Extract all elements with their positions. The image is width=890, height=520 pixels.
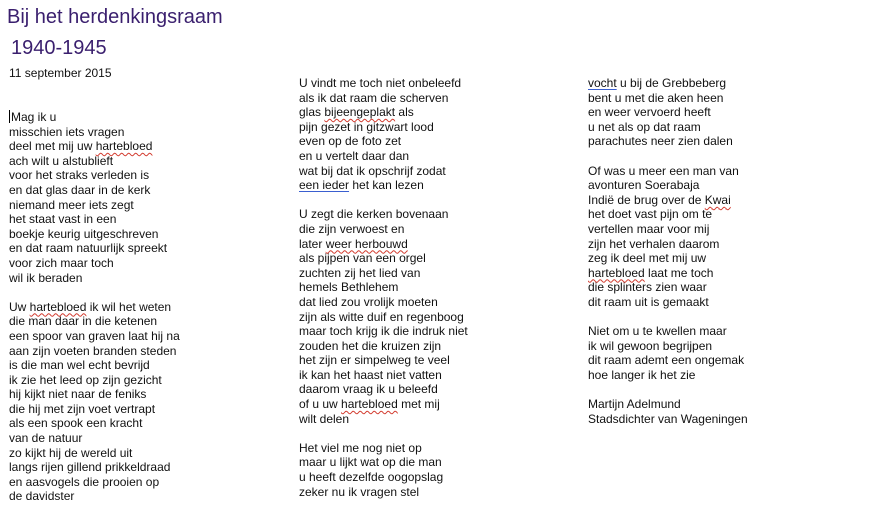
poem-line[interactable] (9, 241, 180, 256)
poem-line[interactable] (588, 412, 748, 427)
poem-line[interactable] (588, 266, 748, 281)
poem-line[interactable] (588, 120, 748, 135)
line-text: ik zie het leed op zijn gezicht (9, 372, 162, 387)
line-text: dit raam uit is gemaakt (588, 294, 709, 309)
poem-line[interactable] (299, 485, 468, 500)
poem-column-1 (9, 110, 180, 504)
line-text: Uw (9, 299, 30, 314)
poem-stanza (588, 397, 748, 426)
line-text: de davidster (9, 489, 75, 504)
poem-line[interactable] (299, 207, 468, 222)
line-text: dit raam ademt een ongemak (588, 353, 745, 368)
poem-line[interactable] (299, 120, 468, 135)
poem-stanza (588, 324, 748, 382)
line-text: met mij (397, 397, 440, 412)
line-text: zijn het verhalen daarom (588, 236, 720, 251)
line-text: het zijn er simpelweg te veel (299, 353, 450, 368)
poem-line[interactable] (9, 402, 180, 417)
line-text: u heeft dezelfde oogopslag (299, 470, 444, 485)
poem-line[interactable] (588, 193, 748, 208)
line-text: ik kan het haast niet vatten (299, 367, 442, 382)
poem-line[interactable] (299, 339, 468, 354)
poem-line[interactable] (299, 295, 468, 310)
line-text: en aasvogels die prooien op (9, 474, 160, 489)
poem-line[interactable] (299, 266, 468, 281)
poem-line[interactable] (9, 168, 180, 183)
poem-column-3 (588, 76, 748, 426)
line-text: Indië de brug over de (588, 192, 705, 207)
spellcheck-flagged-word: Kwai (704, 192, 731, 207)
poem-line[interactable] (299, 91, 468, 106)
poem-line[interactable] (299, 470, 468, 485)
poem-line[interactable] (9, 227, 180, 242)
poem-line[interactable] (9, 271, 180, 286)
poem-line[interactable] (299, 324, 468, 339)
poem-line[interactable] (9, 125, 180, 140)
poem-line[interactable] (299, 164, 468, 179)
poem-line[interactable] (299, 280, 468, 295)
poem-line[interactable] (9, 110, 180, 125)
line-text: zeker nu ik vragen stel (299, 484, 420, 499)
spellcheck-flagged-word: weer herbouwd (325, 236, 408, 251)
spellcheck-flagged-word: hartebloed (341, 397, 398, 412)
spellcheck-flagged-word: hartebloed (95, 139, 153, 154)
poem-line[interactable] (588, 295, 748, 310)
line-text: en u vertelt daar dan (299, 148, 410, 163)
grammar-flagged-word: vocht (588, 76, 617, 90)
poem-line[interactable] (9, 344, 180, 359)
text-cursor (9, 110, 10, 123)
document-title: Bij het herdenkingsraam (7, 6, 223, 28)
poem-line[interactable] (588, 280, 748, 295)
poem-stanza (299, 441, 468, 499)
line-text: glas (299, 105, 325, 120)
line-text: u bij de Grebbeberg (616, 76, 727, 90)
poem-line[interactable] (299, 310, 468, 325)
spellcheck-flagged-word: hartebloed (588, 265, 645, 280)
poem-line[interactable] (9, 300, 180, 315)
poem-line[interactable] (588, 222, 748, 237)
poem-line[interactable] (9, 198, 180, 213)
line-text: als een spook een kracht (9, 416, 143, 431)
poem-stanza (9, 300, 180, 504)
line-text: zijn als witte duif en regenboog (299, 309, 464, 324)
line-text: maar u lijkt wat op die man (299, 455, 442, 470)
poem-line[interactable] (299, 441, 468, 456)
line-text: wat bij dat ik opschrijf zodat (299, 163, 446, 178)
poem-line[interactable] (588, 397, 748, 412)
spellcheck-flagged-word: hartebloed (29, 299, 87, 314)
poem-line[interactable] (9, 431, 180, 446)
poem-line[interactable] (9, 212, 180, 227)
poem-line[interactable] (588, 164, 748, 179)
poem-line[interactable] (588, 207, 748, 222)
poem-line[interactable] (299, 382, 468, 397)
poem-line[interactable] (9, 475, 180, 490)
line-text: Niet om u te kwellen maar (588, 324, 727, 339)
poem-column-2 (299, 76, 468, 499)
line-text: het doet vast pijn om te (588, 207, 713, 222)
line-text: even op de foto zet (299, 134, 402, 149)
line-text: zo kijkt hij de wereld uit (9, 445, 133, 460)
poem-line[interactable] (588, 91, 748, 106)
line-text: zuchten zij het lied van (299, 265, 421, 280)
line-text: het kan lezen (349, 178, 424, 193)
line-text: zouden het die kruizen zijn (299, 338, 442, 353)
line-text: als pijpen van een orgel (299, 251, 426, 266)
line-text: deel met mij uw (9, 139, 96, 154)
poem-line[interactable] (9, 489, 180, 504)
line-text: avonturen Soerabaja (588, 178, 700, 193)
line-text: pijn gezet in gitzwart lood (299, 119, 434, 134)
poem-line[interactable] (299, 149, 468, 164)
line-text: parachutes neer zien dalen (588, 134, 733, 149)
poem-line[interactable] (299, 455, 468, 470)
line-text: wilt delen (299, 411, 350, 426)
poem-line[interactable] (9, 329, 180, 344)
line-text: ik wil het weten (86, 299, 172, 314)
poem-line[interactable] (299, 76, 468, 91)
line-text: Het viel me nog niet op (299, 440, 422, 455)
poem-stanza (299, 207, 468, 426)
line-text: wil ik beraden (9, 270, 83, 285)
poem-stanza (9, 110, 180, 285)
document-date: 11 september 2015 (9, 66, 112, 80)
line-text: die splinters zien waar (588, 280, 707, 295)
line-text: Mag ik u (11, 110, 57, 124)
poem-line[interactable] (9, 256, 180, 271)
line-text: bent u met die aken heen (588, 90, 724, 105)
poem-line[interactable] (588, 353, 748, 368)
line-text: en dat glas daar in de kerk (9, 182, 151, 197)
poem-line[interactable] (9, 460, 180, 475)
poem-stanza (588, 164, 748, 310)
poem-line[interactable] (9, 154, 180, 169)
line-text: en dat raam natuurlijk spreekt (9, 241, 168, 256)
poem-line[interactable] (9, 358, 180, 373)
line-text: hemels Bethlehem (299, 280, 399, 295)
poem-line[interactable] (9, 139, 180, 154)
poem-line[interactable] (299, 134, 468, 149)
line-text: of u uw (299, 397, 342, 412)
poem-line[interactable] (588, 368, 748, 383)
document-subtitle: 1940-1945 (11, 37, 107, 59)
poem-line[interactable] (9, 183, 180, 198)
poem-line[interactable] (588, 339, 748, 354)
line-text: maar toch krijg ik die indruk niet (299, 324, 468, 339)
poem-line[interactable] (9, 446, 180, 461)
line-text: misschien iets vragen (9, 124, 125, 139)
line-text: hoe langer ik het zie (588, 367, 696, 382)
line-text: ach wilt u alstublieft (9, 153, 114, 168)
line-text: die hij met zijn voet vertrapt (9, 401, 156, 416)
line-text: U vindt me toch niet onbeleefd (299, 76, 462, 90)
poem-line[interactable] (299, 178, 468, 193)
line-text: die man daar in die ketenen (9, 314, 158, 329)
poem-line[interactable] (588, 76, 748, 91)
line-text: daarom vraag ik u beleefd (299, 382, 438, 397)
line-text: Stadsdichter van Wageningen (588, 411, 748, 426)
poem-line[interactable] (299, 397, 468, 412)
line-text: dat lied zou vrolijk moeten (299, 294, 438, 309)
line-text: is die man wel echt bevrijd (9, 358, 150, 373)
poem-line[interactable] (299, 237, 468, 252)
poem-line[interactable] (588, 178, 748, 193)
line-text: die zijn verwoest en (299, 221, 405, 236)
line-text: boekje keurig uitgeschreven (9, 226, 159, 241)
line-text: laat me toch (644, 265, 714, 280)
poem-line[interactable] (588, 237, 748, 252)
line-text: een spoor van graven laat hij na (9, 328, 180, 343)
poem-line[interactable] (299, 412, 468, 427)
poem-line[interactable] (299, 105, 468, 120)
poem-line[interactable] (299, 368, 468, 383)
line-text: hij kijkt niet naar de feniks (9, 387, 147, 402)
line-text: vertellen maar voor mij (588, 221, 710, 236)
line-text: later (299, 236, 326, 251)
spellcheck-flagged-word: bijeengeplakt (324, 105, 396, 120)
line-text: ik wil gewoon begrijpen (588, 338, 713, 353)
line-text: het staat vast in een (9, 212, 117, 227)
poem-line[interactable] (299, 353, 468, 368)
poem-line[interactable] (588, 134, 748, 149)
poem-line[interactable] (9, 373, 180, 388)
poem-line[interactable] (588, 324, 748, 339)
grammar-flagged-word: een ieder (299, 178, 350, 193)
line-text: voor het straks verleden is (9, 168, 150, 183)
line-text: Martijn Adelmund (588, 397, 681, 412)
line-text: voor zich maar toch (9, 255, 114, 270)
poem-line[interactable] (9, 387, 180, 402)
line-text: langs rijen gillend prikkeldraad (9, 460, 171, 475)
poem-stanza (299, 76, 468, 193)
poem-line[interactable] (299, 222, 468, 237)
line-text: en weer vervoerd heeft (588, 105, 711, 120)
line-text: aan zijn voeten branden steden (9, 343, 177, 358)
line-text: u net als op dat raam (588, 119, 701, 134)
poem-stanza (588, 76, 748, 149)
line-text: Of was u meer een man van (588, 163, 739, 178)
line-text: als (395, 105, 414, 120)
poem-line[interactable] (9, 314, 180, 329)
poem-line[interactable] (588, 105, 748, 120)
line-text: van de natuur (9, 431, 83, 446)
line-text: als ik dat raam die scherven (299, 90, 449, 105)
line-text: niemand meer iets zegt (9, 197, 134, 212)
line-text: U zegt die kerken bovenaan (299, 207, 449, 222)
poem-line[interactable] (9, 416, 180, 431)
poem-line[interactable] (588, 251, 748, 266)
poem-line[interactable] (299, 251, 468, 266)
line-text: zeg ik deel met mij uw (588, 251, 707, 266)
